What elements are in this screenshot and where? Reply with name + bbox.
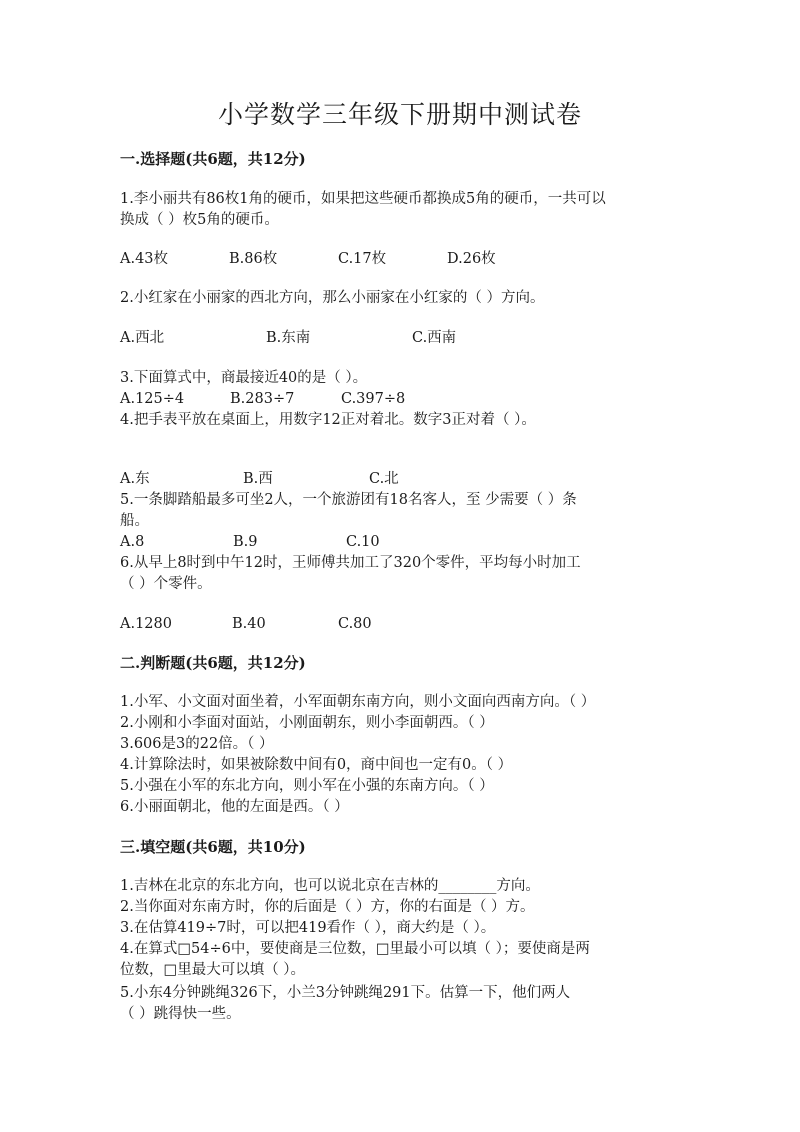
option: B.9	[233, 534, 258, 550]
question-text: 4.把手表平放在桌面上，用数字12正对着北。数字3正对着（ ）。	[120, 412, 536, 428]
judge-item: 5.小强在小军的东北方向，则小军在小强的东南方向。（ ）	[120, 778, 494, 794]
option: A.125÷4	[120, 391, 185, 407]
option: A.8	[120, 534, 145, 550]
section-heading-fill: 三.填空题(共6题，共10分)	[120, 838, 306, 856]
section-heading-choice: 一.选择题(共6题，共12分)	[120, 150, 306, 168]
fill-item: 5.小东4分钟跳绳326下，小兰3分钟跳绳291下。估算一下，他们两人	[120, 985, 571, 1001]
fill-item: 2.当你面对东南方时，你的后面是（ ）方，你的右面是（ ）方。	[120, 899, 535, 915]
question-text: 5.一条脚踏船最多可坐2人，一个旅游团有18名客人，至 少需要（ ）条	[120, 492, 577, 508]
question-text: 6.从早上8时到中午12时，王师傅共加工了320个零件，平均每小时加工	[120, 555, 581, 571]
judge-item: 1.小军、小文面对面坐着，小军面朝东南方向，则小文面向西南方向。（ ）	[120, 694, 596, 710]
option: C.10	[346, 534, 380, 550]
fill-item: 4.在算式□54÷6中，要使商是三位数，□里最小可以填（ ）；要使商是两	[120, 941, 590, 957]
question-text: 3.下面算式中，商最接近40的是（ ）。	[120, 370, 368, 386]
option: B.东南	[266, 330, 311, 346]
option: A.西北	[120, 330, 165, 346]
judge-item: 4.计算除法时，如果被除数中间有0，商中间也一定有0。（ ）	[120, 757, 513, 773]
option: D.26枚	[447, 251, 496, 267]
option: B.西	[243, 471, 273, 487]
section-heading-judge: 二.判断题(共6题，共12分)	[120, 654, 306, 672]
fill-item: 位数，□里最大可以填（ ）。	[120, 962, 306, 978]
option: B.283÷7	[230, 391, 295, 407]
judge-item: 6.小丽面朝北，他的左面是西。（ ）	[120, 799, 349, 815]
option: A.东	[120, 471, 150, 487]
judge-item: 2.小刚和小李面对面站，小刚面朝东，则小李面朝西。（ ）	[120, 715, 494, 731]
question-text: 船。	[120, 513, 149, 529]
option: C.17枚	[338, 251, 387, 267]
fill-item: （ ）跳得快一些。	[120, 1006, 241, 1022]
judge-item: 3.606是3的22倍。（ ）	[120, 736, 274, 752]
option: B.40	[232, 616, 266, 632]
option: A.43枚	[120, 251, 169, 267]
question-text: 换成（ ）枚5角的硬币。	[120, 212, 279, 228]
option: C.北	[369, 471, 399, 487]
option: C.西南	[412, 330, 457, 346]
option: C.397÷8	[341, 391, 406, 407]
option: A.1280	[120, 616, 172, 632]
option: C.80	[338, 616, 372, 632]
question-text: 2.小红家在小丽家的西北方向，那么小丽家在小红家的（ ）方向。	[120, 290, 545, 306]
fill-item: 1.吉林在北京的东北方向，也可以说北京在吉林的________方向。	[120, 878, 540, 894]
page-title: 小学数学三年级下册期中测试卷	[217, 100, 582, 129]
question-text: 1.李小丽共有86枚1角的硬币，如果把这些硬币都换成5角的硬币，一共可以	[120, 191, 606, 207]
option: B.86枚	[229, 251, 278, 267]
question-text: （ ）个零件。	[120, 576, 212, 592]
fill-item: 3.在估算419÷7时，可以把419看作（ ），商大约是（ ）。	[120, 920, 496, 936]
